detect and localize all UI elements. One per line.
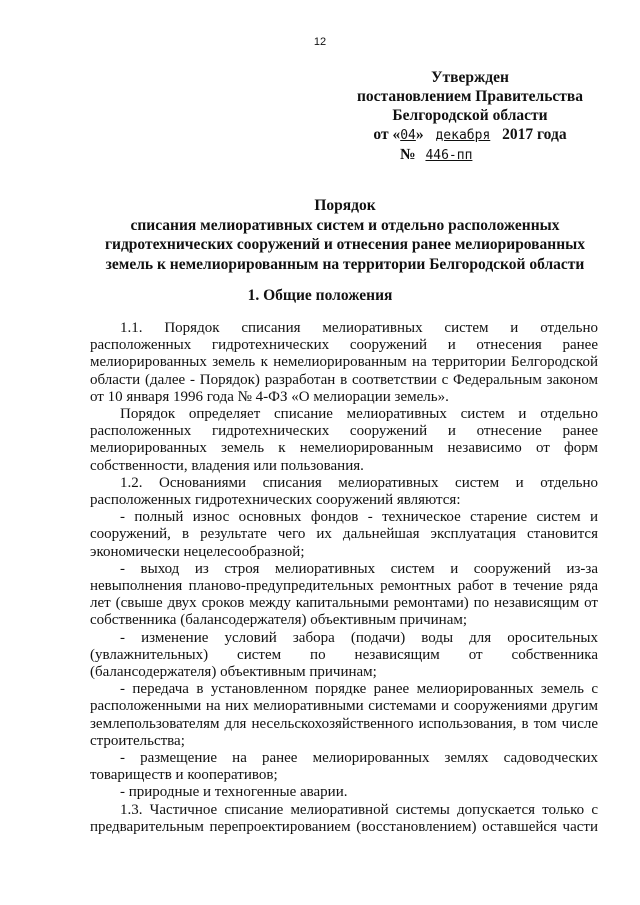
bullet-5-line: - размещение на ранее мелиорированных землях садоводческих (120, 750, 598, 767)
p3-line: 1.2. Основаниями списания мелиоративных систем и отдельно (120, 474, 598, 491)
date-month: декабря (435, 128, 491, 143)
bullet-2-line: лет (свыше двух сроков между капитальными ремонтами) по независящим от (90, 595, 598, 612)
bullet-3-line: (балансодержателя) объективным причинам; (90, 664, 377, 681)
p1-line: мелиорированных земель к немелиорированным на территории Белгородской (90, 354, 598, 371)
p2-line: Порядок определяет списание мелиоративных систем и отдельно (120, 406, 598, 423)
p2-line: собственности, владения или пользования. (90, 457, 364, 474)
number-value: 446-пп (425, 148, 473, 163)
approval-line-region: Белгородской области (392, 107, 548, 124)
bullet-4-line: строительства; (90, 732, 185, 749)
body-text (90, 320, 598, 836)
title-line-2: списания мелиоративных систем и отдельно расположенных (130, 216, 560, 234)
approval-date (340, 125, 600, 145)
bullet-1-line: - полный износ основных фондов - техническое старение систем и (120, 509, 598, 526)
p1-line: расположенных гидротехнических сооружений и отнесения ранее (90, 337, 598, 354)
p1-line: 1.1. Порядок списания мелиоративных систем и отдельно (120, 320, 598, 336)
date-year: 2017 года (502, 126, 567, 143)
bullet-2-line: - выход из строя мелиоративных систем и сооружений из-за (120, 560, 598, 577)
bullet-4-line: расположенными на них мелиоративными системами и сооружениями другим (90, 698, 598, 715)
bullet-4-line: - передача в установленном порядке ранее мелиорированных земель с (120, 681, 598, 698)
approval-line-approved: Утвержден (431, 69, 509, 86)
bullet-2-line: собственника (балансодержателя) объективным причинам; (90, 612, 468, 629)
bullet-6-line: - природные и техногенные аварии. (120, 784, 348, 801)
date-day: 04 (400, 128, 416, 143)
bullet-2-line: невыполнения планово-предупредительных ремонтных работ в течение ряда (90, 578, 598, 595)
approval-stamp (340, 68, 600, 165)
p1-line: от 10 января 1996 года № 4-ФЗ «О мелиорации земель». (90, 388, 449, 405)
bullet-5-line: товариществ и кооперативов; (90, 767, 278, 784)
approval-number (340, 145, 600, 165)
bullet-3-line: - изменение условий забора (подачи) воды для оросительных (120, 629, 598, 646)
p1-line: области (далее - Порядок) разработан в соответствии с Федеральным законом (90, 371, 598, 388)
p3-line: расположенных гидротехнических сооружений являются: (90, 492, 461, 509)
bullet-3-line: (увлажнительных) систем по независящим от собственника (90, 646, 598, 663)
page-number: 12 (313, 36, 327, 48)
p2-line: мелиорированных земель к немелиорированным независимо от форм (90, 440, 598, 457)
p2-line: расположенных гидротехнических сооружений и отнесение ранее (90, 423, 598, 440)
p4-line: предварительным перепроектированием (восстановлением) оставшейся части (90, 818, 598, 835)
date-prefix: от « (373, 126, 401, 143)
title-line-4: земель к немелиорированным на территории Белгородской области (105, 255, 585, 273)
p4-line: 1.3. Частичное списание мелиоративной системы допускается только с (120, 801, 598, 818)
title-line-3: гидротехнических сооружений и отнесения ранее мелиорированных (104, 236, 586, 253)
section-heading: 1. Общие положения (247, 287, 393, 304)
bullet-1-line: сооружений, в результате чего их дальнейшая эксплуатация становится (90, 526, 598, 543)
bullet-1-line: экономически нецелесообразной; (90, 543, 305, 560)
bullet-4-line: землепользователям для несельскохозяйственного использования, в том числе (90, 715, 598, 732)
title-line-1: Порядок (314, 197, 376, 214)
date-mid: » (415, 126, 424, 143)
approval-line-resolution: постановлением Правительства (356, 88, 584, 105)
number-prefix: № (400, 146, 416, 163)
document-title (100, 196, 590, 274)
